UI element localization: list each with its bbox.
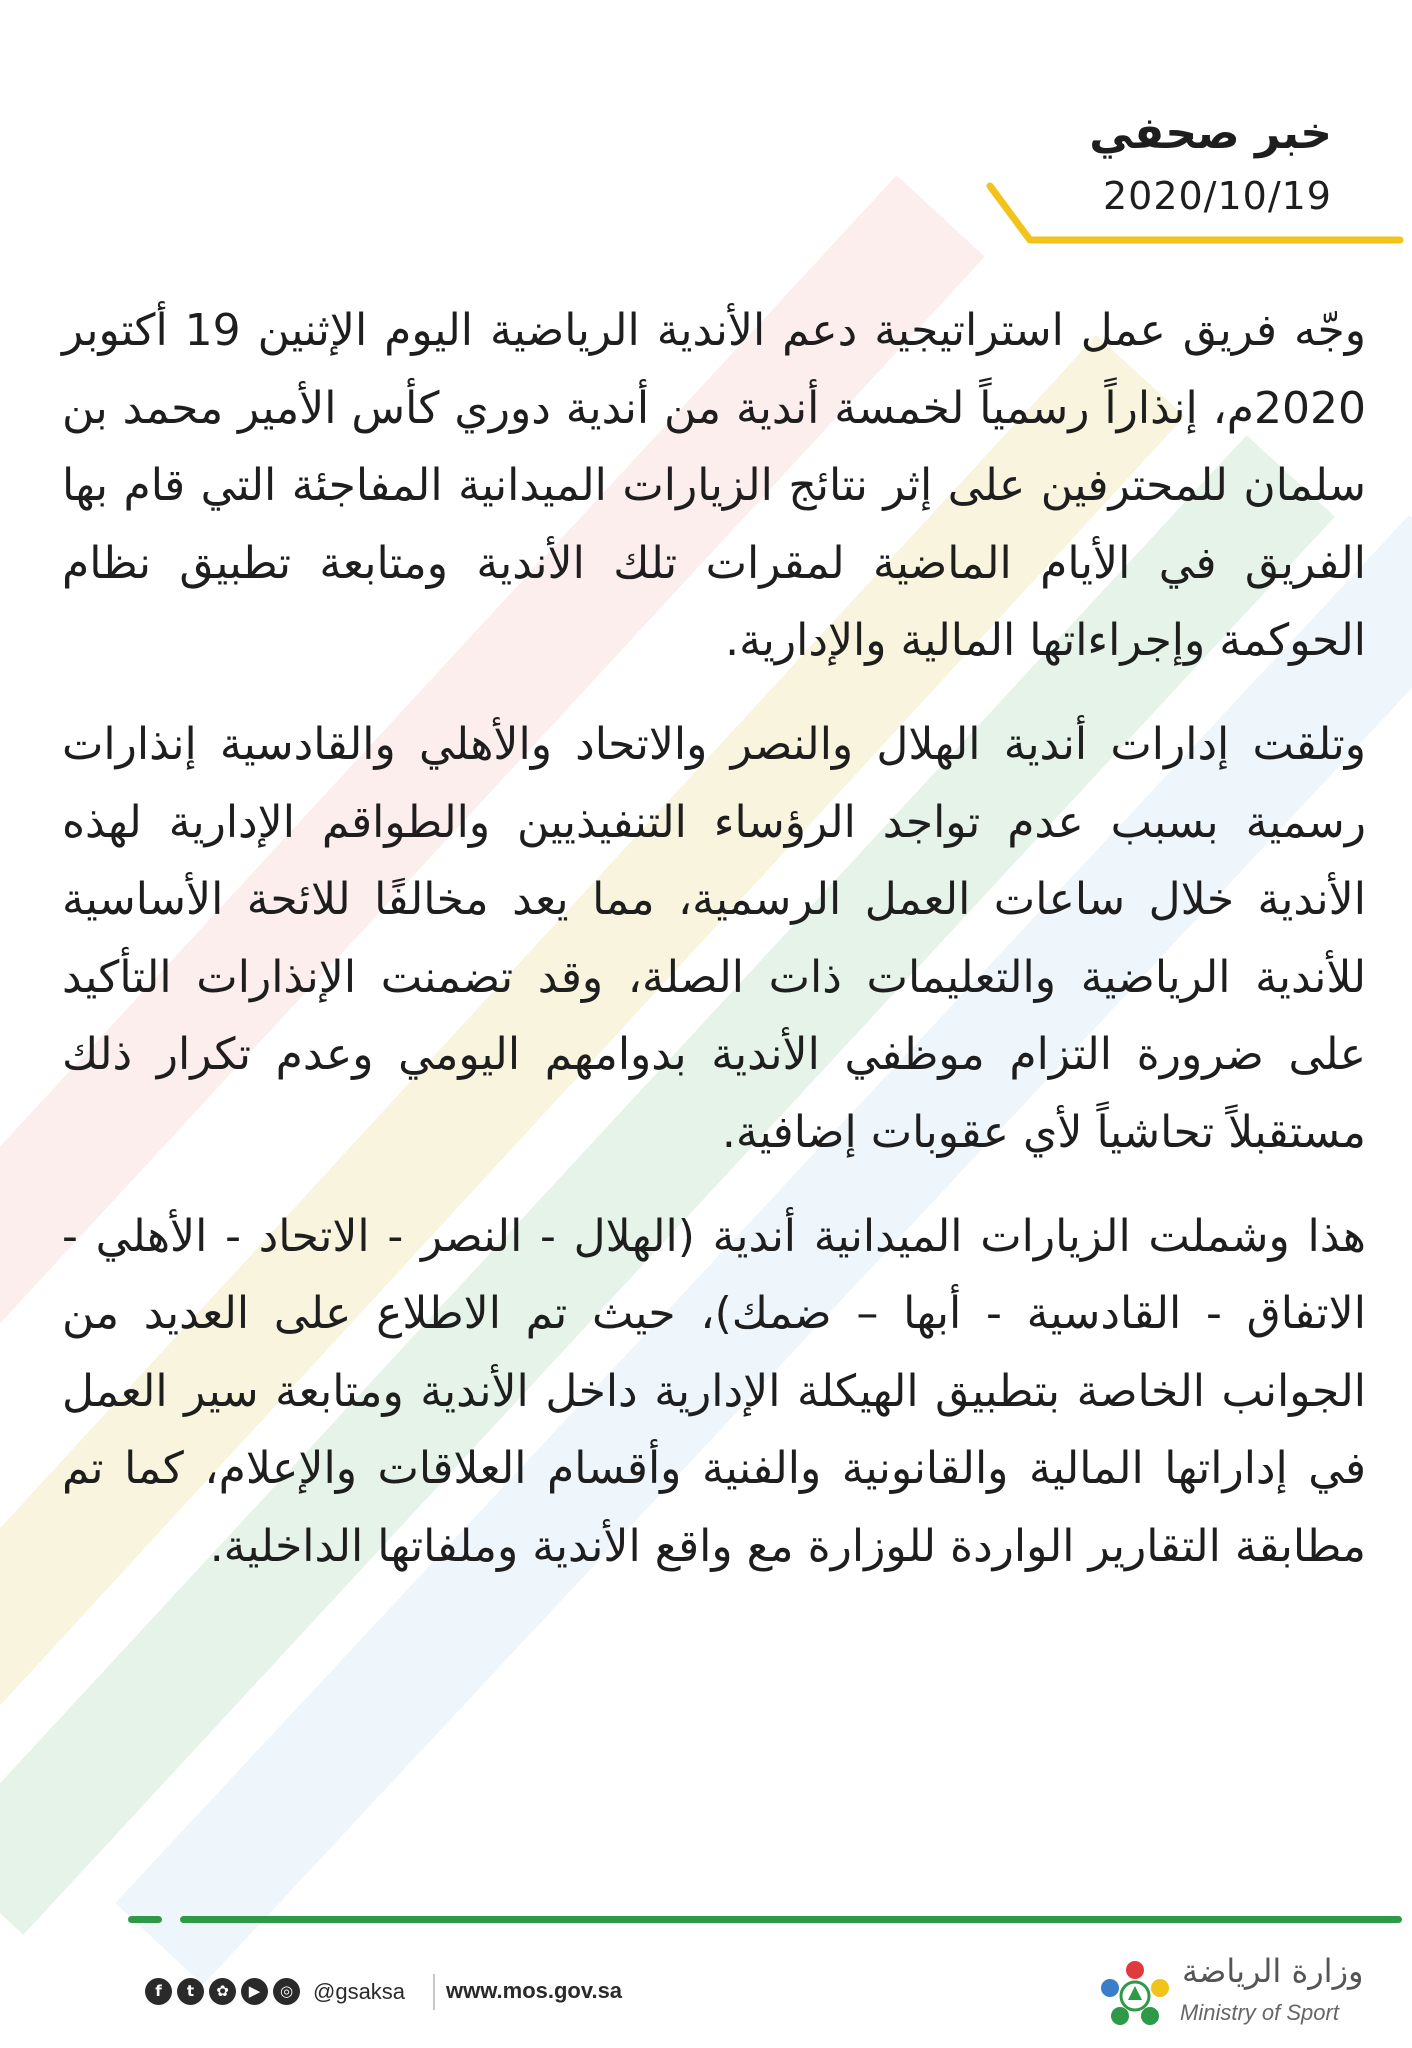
logo-arabic-text: وزارة الرياضة [1182,1952,1364,1990]
paragraph-2: وتلقت إدارات أندية الهلال والنصر والاتحاد والأهلي والقادسية إنذارات رسمية بسبب عدم تواجد الرؤساء التنفيذيين والطواقم الإدارية لهذه الأندية خلال ساعات العمل الرسمية، مما يعد مخالفًا للائحة الأساسية للأندية الرياضية والتعليمات ذات الصلة، وقد تضمنت الإنذارات التأكيد على ضرورة التزام موظفي الأندية بدوامهم اليومي وعدم تكرار ذلك مستقبلاً تحاشياً لأي عقوبات إضافية. [62,718,1366,1158]
footer-divider-long [180,1916,1402,1923]
footer-divider-short [128,1916,162,1923]
youtube-icon[interactable]: ▶ [241,1978,268,2005]
facebook-icon[interactable]: f [145,1978,172,2005]
footer-separator [433,1974,435,2010]
paragraph-3: هذا وشملت الزيارات الميدانية أندية (الهلال - النصر - الاتحاد - الأهلي - الاتفاق - القادسية - أبها – ضمك)، حيث تم الاطلاع على العديد من الجوانب الخاصة بتطبيق الهيكلة الإدارية داخل الأندية ومتابعة سير العمل في إداراتها المالية والقانونية والفنية وأقسام العلاقات والإعلام، كما تم مطابقة التقارير الواردة للوزارة مع واقع الأندية وملفاتها الداخلية. [62,1210,1366,1572]
twitter-icon[interactable]: t [177,1978,204,2005]
ministry-emblem-icon [1094,1954,1176,2036]
document-header [1089,104,1332,224]
article-body [62,292,1366,1612]
website-link[interactable]: www.mos.gov.sa [446,1978,623,2003]
footer [0,1950,1412,2048]
paragraph-1: وجّه فريق عمل استراتيجية دعم الأندية الرياضية اليوم الإثنين 19 أكتوبر 2020م، إنذاراً رسمياً لخمسة أندية من أندية دوري كأس الأمير محمد بن سلمان للمحترفين على إثر نتائج الزيارات الميدانية المفاجئة التي قام بها الفريق في الأيام الماضية لمقرات تلك الأندية ومتابعة تطبيق نظام الحوكمة وإجراءاتها المالية والإدارية. [62,305,1366,667]
document-date: 2020/10/19 [1102,174,1332,218]
social-handle[interactable]: @gsaksa [313,1978,406,2004]
instagram-icon[interactable]: ◎ [273,1978,300,2005]
logo-english-text: Ministry of Sport [1180,2000,1339,2025]
social-links [145,1978,405,2005]
document-title: خبر صحفي [1089,108,1332,159]
snapchat-icon[interactable]: ✿ [209,1978,236,2005]
